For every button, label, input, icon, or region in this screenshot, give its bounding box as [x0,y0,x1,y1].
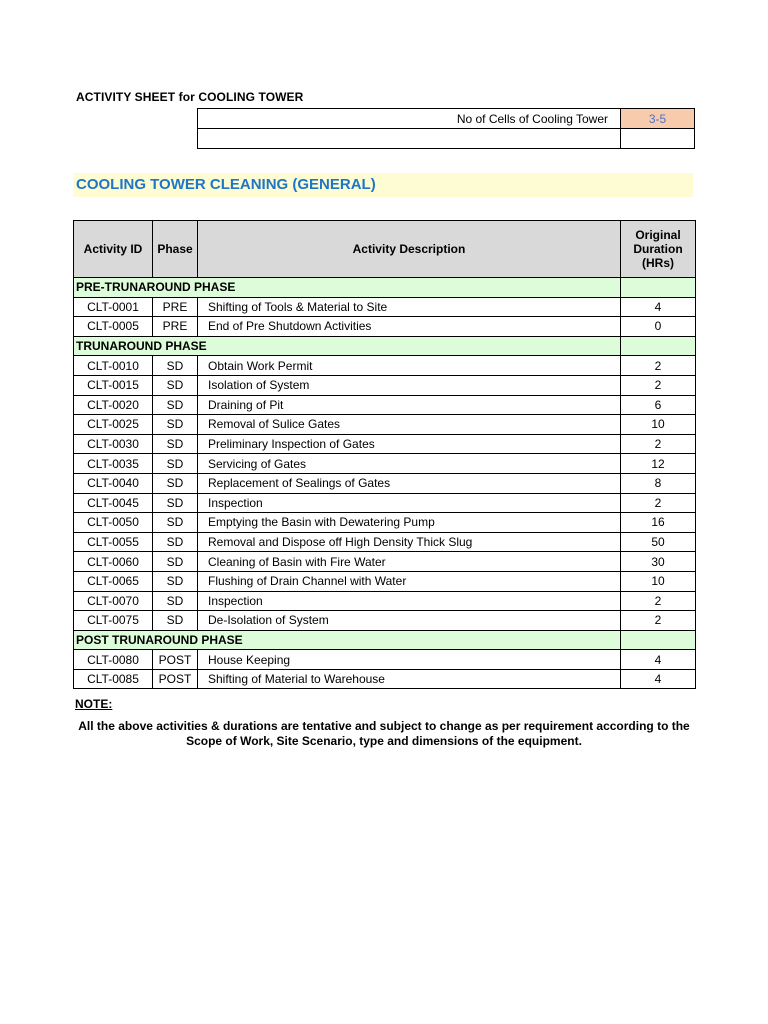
duration-cell[interactable]: 2 [621,493,696,513]
table-row [74,571,696,591]
header-activity-id: Activity ID [74,221,153,278]
table-row [74,493,696,513]
table-row [74,473,696,493]
header-duration [621,221,696,278]
section-banner [73,173,693,197]
description-cell[interactable]: End of Pre Shutdown Activities [198,317,621,337]
phase-duration-empty [621,336,696,356]
activity-id-cell[interactable]: CLT-0015 [74,375,153,395]
activity-table [73,220,696,689]
duration-cell[interactable]: 2 [621,375,696,395]
activity-id-cell[interactable]: CLT-0030 [74,434,153,454]
description-cell[interactable]: Obtain Work Permit [198,356,621,376]
cells-info-table [197,108,695,149]
cells-info-empty-row [198,129,695,149]
phase-cell[interactable]: SD [153,473,198,493]
phase-cell[interactable]: SD [153,611,198,631]
cells-count-label: No of Cells of Cooling Tower [198,109,621,129]
description-cell[interactable]: Shifting of Material to Warehouse [198,669,621,689]
phase-cell[interactable]: SD [153,434,198,454]
duration-cell[interactable]: 2 [621,434,696,454]
activity-id-cell[interactable]: CLT-0085 [74,669,153,689]
duration-cell[interactable]: 0 [621,317,696,337]
duration-cell[interactable]: 10 [621,571,696,591]
activity-id-cell[interactable]: CLT-0050 [74,513,153,533]
duration-cell[interactable]: 2 [621,591,696,611]
duration-cell[interactable]: 30 [621,552,696,572]
phase-cell[interactable]: SD [153,532,198,552]
cells-info-row [198,109,695,129]
phase-row [74,336,696,356]
duration-cell[interactable]: 8 [621,473,696,493]
duration-cell[interactable]: 50 [621,532,696,552]
table-row [74,395,696,415]
description-cell[interactable]: Replacement of Sealings of Gates [198,473,621,493]
header-phase: Phase [153,221,198,278]
phase-cell[interactable]: SD [153,571,198,591]
phase-row [74,630,696,650]
description-cell[interactable]: Inspection [198,591,621,611]
phase-duration-empty [621,278,696,298]
duration-cell[interactable]: 2 [621,611,696,631]
phase-label-text: POST TRUNAROUND PHASE [76,632,243,647]
empty-cell[interactable] [621,129,695,149]
table-row [74,454,696,474]
activity-id-cell[interactable]: CLT-0010 [74,356,153,376]
activity-id-cell[interactable]: CLT-0070 [74,591,153,611]
phase-cell[interactable]: POST [153,669,198,689]
table-row [74,552,696,572]
activity-id-cell[interactable]: CLT-0001 [74,297,153,317]
activity-id-cell[interactable]: CLT-0080 [74,650,153,670]
activity-id-cell[interactable]: CLT-0055 [74,532,153,552]
phase-cell[interactable]: SD [153,513,198,533]
phase-label [74,336,621,356]
table-row [74,297,696,317]
table-row [74,532,696,552]
table-row [74,513,696,533]
table-row [74,375,696,395]
phase-cell[interactable]: SD [153,375,198,395]
duration-cell[interactable]: 12 [621,454,696,474]
table-row [74,356,696,376]
description-cell[interactable]: Flushing of Drain Channel with Water [198,571,621,591]
table-row [74,317,696,337]
activity-id-cell[interactable]: CLT-0060 [74,552,153,572]
activity-id-cell[interactable]: CLT-0005 [74,317,153,337]
duration-cell[interactable]: 2 [621,356,696,376]
cells-count-value[interactable]: 3-5 [621,109,695,129]
header-description: Activity Description [198,221,621,278]
duration-cell[interactable]: 4 [621,297,696,317]
activity-id-cell[interactable]: CLT-0040 [74,473,153,493]
description-cell[interactable]: Shifting of Tools & Material to Site [198,297,621,317]
description-cell[interactable]: Draining of Pit [198,395,621,415]
table-row [74,591,696,611]
phase-label-text: PRE-TRUNAROUND PHASE [76,280,236,295]
description-cell[interactable]: House Keeping [198,650,621,670]
table-row [74,611,696,631]
phase-cell[interactable]: PRE [153,297,198,317]
sheet-title: ACTIVITY SHEET for COOLING TOWER [76,90,304,104]
note-title: NOTE: [75,697,113,711]
description-cell[interactable]: Cleaning of Basin with Fire Water [198,552,621,572]
activity-id-cell[interactable]: CLT-0065 [74,571,153,591]
phase-cell[interactable]: SD [153,493,198,513]
table-row [74,650,696,670]
section-title: COOLING TOWER CLEANING (GENERAL) [76,176,376,193]
phase-label-text: TRUNAROUND PHASE [76,339,207,354]
description-cell[interactable]: Removal of Sulice Gates [198,415,621,435]
description-cell[interactable]: Preliminary Inspection of Gates [198,434,621,454]
table-row [74,669,696,689]
duration-cell[interactable]: 4 [621,669,696,689]
description-cell[interactable]: Isolation of System [198,375,621,395]
description-cell[interactable]: Removal and Dispose off High Density Thick Slug [198,532,621,552]
phase-duration-empty [621,630,696,650]
activity-id-cell[interactable]: CLT-0020 [74,395,153,415]
phase-cell[interactable]: SD [153,356,198,376]
phase-cell[interactable]: SD [153,591,198,611]
activity-id-cell[interactable]: CLT-0025 [74,415,153,435]
duration-cell[interactable]: 10 [621,415,696,435]
duration-cell[interactable]: 6 [621,395,696,415]
phase-cell[interactable]: PRE [153,317,198,337]
activity-id-cell[interactable]: CLT-0075 [74,611,153,631]
phase-cell[interactable]: SD [153,395,198,415]
phase-cell[interactable]: SD [153,415,198,435]
description-cell[interactable]: Inspection [198,493,621,513]
table-header-row [74,221,696,278]
duration-cell[interactable]: 4 [621,650,696,670]
description-cell[interactable]: De-Isolation of System [198,611,621,631]
phase-cell[interactable]: SD [153,454,198,474]
empty-cell[interactable] [198,129,621,149]
phase-label [74,278,621,298]
phase-cell[interactable]: SD [153,552,198,572]
activity-id-cell[interactable]: CLT-0035 [74,454,153,474]
description-cell[interactable]: Servicing of Gates [198,454,621,474]
activity-id-cell[interactable]: CLT-0045 [74,493,153,513]
table-row [74,415,696,435]
phase-row [74,278,696,298]
activity-table-body [74,278,696,689]
phase-cell[interactable]: POST [153,650,198,670]
table-row [74,434,696,454]
duration-cell[interactable]: 16 [621,513,696,533]
description-cell[interactable]: Emptying the Basin with Dewatering Pump [198,513,621,533]
phase-label [74,630,621,650]
header-duration-text: Original Duration (HRs) [633,228,683,270]
note-text: All the above activities & durations are tentative and subject to change as per requirement according to the Scope of Work, Site Scenario, type and dimensions of the equipment. [78,719,690,748]
